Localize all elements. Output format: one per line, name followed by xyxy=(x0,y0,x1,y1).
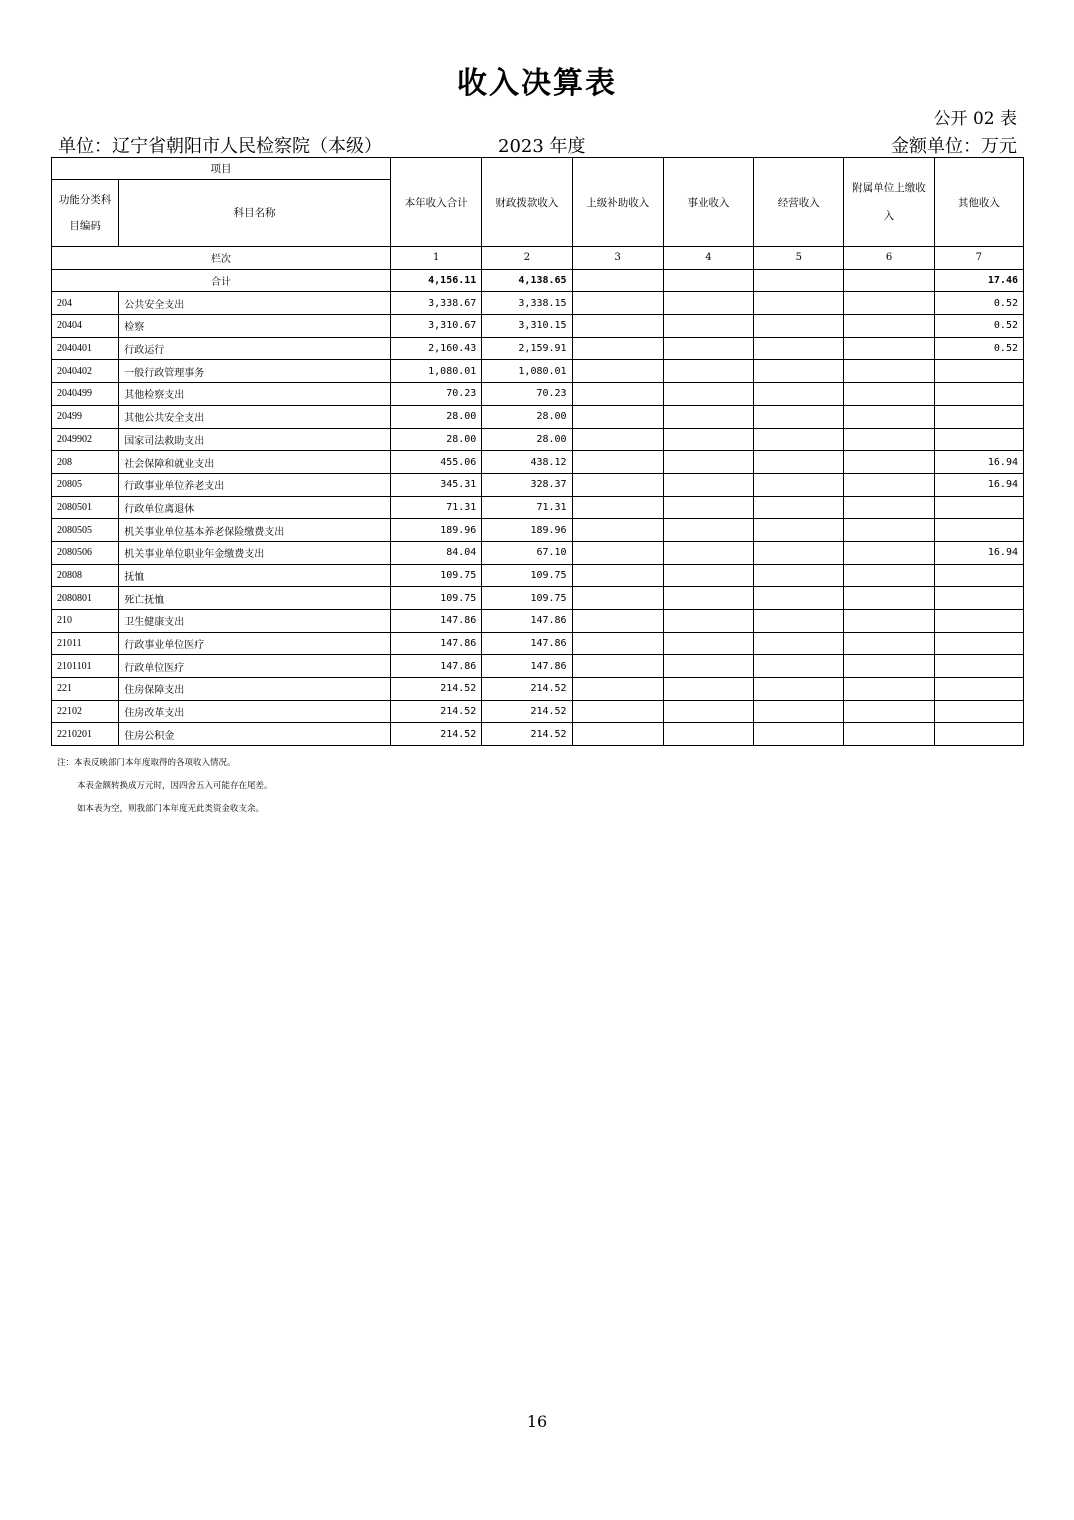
total-superior xyxy=(572,269,663,292)
row-superior xyxy=(572,383,663,406)
row-other xyxy=(934,519,1023,542)
table-row xyxy=(52,700,1024,723)
row-other xyxy=(934,564,1023,587)
row-affiliated xyxy=(844,496,934,519)
row-total: 71.31 xyxy=(391,496,482,519)
row-business xyxy=(663,541,753,564)
col-index: 5 xyxy=(754,247,844,270)
row-affiliated xyxy=(844,632,934,655)
row-code: 2049902 xyxy=(52,428,119,451)
row-subject-name: 行政运行 xyxy=(119,337,391,360)
row-fiscal: 28.00 xyxy=(482,405,572,428)
row-other xyxy=(934,405,1023,428)
row-business xyxy=(663,678,753,701)
total-label: 合计 xyxy=(52,269,391,292)
row-operating xyxy=(754,655,844,678)
row-business xyxy=(663,383,753,406)
row-other xyxy=(934,610,1023,633)
row-fiscal: 70.23 xyxy=(482,383,572,406)
table-row xyxy=(52,360,1024,383)
header-col-fiscal: 财政拨款收入 xyxy=(482,158,572,247)
col-index: 3 xyxy=(572,247,663,270)
row-affiliated xyxy=(844,405,934,428)
row-superior xyxy=(572,541,663,564)
table-row xyxy=(52,383,1024,406)
header-subject-name: 科目名称 xyxy=(119,180,391,247)
row-subject-name: 行政事业单位养老支出 xyxy=(119,473,391,496)
row-subject-name: 其他公共安全支出 xyxy=(119,405,391,428)
row-operating xyxy=(754,292,844,315)
row-fiscal: 1,080.01 xyxy=(482,360,572,383)
row-affiliated xyxy=(844,587,934,610)
table-row xyxy=(52,315,1024,338)
row-code: 20808 xyxy=(52,564,119,587)
row-fiscal: 3,338.15 xyxy=(482,292,572,315)
row-other: 0.52 xyxy=(934,337,1023,360)
row-code: 2080801 xyxy=(52,587,119,610)
row-total: 109.75 xyxy=(391,587,482,610)
row-subject-name: 公共安全支出 xyxy=(119,292,391,315)
row-total: 214.52 xyxy=(391,678,482,701)
row-affiliated xyxy=(844,428,934,451)
row-subject-name: 住房公积金 xyxy=(119,723,391,746)
row-code: 2080501 xyxy=(52,496,119,519)
row-total: 3,338.67 xyxy=(391,292,482,315)
row-superior xyxy=(572,723,663,746)
row-total: 28.00 xyxy=(391,428,482,451)
table-row xyxy=(52,723,1024,746)
row-code: 2040499 xyxy=(52,383,119,406)
row-total: 109.75 xyxy=(391,564,482,587)
row-total: 84.04 xyxy=(391,541,482,564)
table-row xyxy=(52,519,1024,542)
row-superior xyxy=(572,610,663,633)
row-code: 22102 xyxy=(52,700,119,723)
row-code: 20404 xyxy=(52,315,119,338)
document-code: 公开 02 表 xyxy=(933,109,1017,129)
income-table xyxy=(51,157,1024,746)
row-superior xyxy=(572,473,663,496)
row-fiscal: 328.37 xyxy=(482,473,572,496)
row-superior xyxy=(572,655,663,678)
row-affiliated xyxy=(844,723,934,746)
row-operating xyxy=(754,428,844,451)
row-code: 21011 xyxy=(52,632,119,655)
row-code: 20499 xyxy=(52,405,119,428)
row-affiliated xyxy=(844,315,934,338)
page-number: 16 xyxy=(526,1412,548,1431)
col-index: 2 xyxy=(482,247,572,270)
row-business xyxy=(663,292,753,315)
total-operating xyxy=(754,269,844,292)
row-operating xyxy=(754,315,844,338)
row-subject-name: 国家司法救助支出 xyxy=(119,428,391,451)
note-line: 本表金额转换成万元时，因四舍五入可能存在尾差。 xyxy=(77,781,273,791)
row-fiscal: 28.00 xyxy=(482,428,572,451)
row-code: 208 xyxy=(52,451,119,474)
row-operating xyxy=(754,723,844,746)
total-business xyxy=(663,269,753,292)
row-subject-name: 机关事业单位基本养老保险缴费支出 xyxy=(119,519,391,542)
row-code: 2040401 xyxy=(52,337,119,360)
notes xyxy=(57,752,273,821)
row-other xyxy=(934,678,1023,701)
total-other: 17.46 xyxy=(934,269,1023,292)
col-index: 4 xyxy=(663,247,753,270)
row-fiscal: 438.12 xyxy=(482,451,572,474)
row-other: 16.94 xyxy=(934,473,1023,496)
row-subject-name: 机关事业单位职业年金缴费支出 xyxy=(119,541,391,564)
row-operating xyxy=(754,678,844,701)
row-operating xyxy=(754,541,844,564)
row-operating xyxy=(754,337,844,360)
header-col-operating: 经营收入 xyxy=(754,158,844,247)
row-code: 20805 xyxy=(52,473,119,496)
row-affiliated xyxy=(844,655,934,678)
row-superior xyxy=(572,405,663,428)
row-other: 0.52 xyxy=(934,315,1023,338)
row-fiscal: 109.75 xyxy=(482,564,572,587)
row-fiscal: 214.52 xyxy=(482,723,572,746)
total-fiscal: 4,138.65 xyxy=(482,269,572,292)
table-row xyxy=(52,337,1024,360)
row-code: 2080505 xyxy=(52,519,119,542)
row-affiliated xyxy=(844,564,934,587)
table-row xyxy=(52,587,1024,610)
row-operating xyxy=(754,632,844,655)
row-affiliated xyxy=(844,360,934,383)
row-other: 0.52 xyxy=(934,292,1023,315)
row-subject-name: 检察 xyxy=(119,315,391,338)
row-superior xyxy=(572,428,663,451)
row-fiscal: 214.52 xyxy=(482,700,572,723)
row-subject-name: 住房改革支出 xyxy=(119,700,391,723)
table-row xyxy=(52,632,1024,655)
row-code: 2080506 xyxy=(52,541,119,564)
col-index: 6 xyxy=(844,247,934,270)
row-total: 214.52 xyxy=(391,700,482,723)
row-business xyxy=(663,473,753,496)
row-index-label: 栏次 xyxy=(52,247,391,270)
row-total: 189.96 xyxy=(391,519,482,542)
row-subject-name: 行政事业单位医疗 xyxy=(119,632,391,655)
row-operating xyxy=(754,700,844,723)
row-affiliated xyxy=(844,610,934,633)
row-operating xyxy=(754,564,844,587)
row-code: 2101101 xyxy=(52,655,119,678)
table-row xyxy=(52,496,1024,519)
row-other xyxy=(934,428,1023,451)
row-fiscal: 3,310.15 xyxy=(482,315,572,338)
row-business xyxy=(663,360,753,383)
row-superior xyxy=(572,700,663,723)
row-superior xyxy=(572,632,663,655)
row-affiliated xyxy=(844,700,934,723)
total-row xyxy=(52,269,1024,292)
row-total: 345.31 xyxy=(391,473,482,496)
row-superior xyxy=(572,451,663,474)
row-superior xyxy=(572,587,663,610)
row-operating xyxy=(754,519,844,542)
row-operating xyxy=(754,383,844,406)
row-fiscal: 214.52 xyxy=(482,678,572,701)
row-operating xyxy=(754,405,844,428)
table-row xyxy=(52,451,1024,474)
row-total: 70.23 xyxy=(391,383,482,406)
header-row-1 xyxy=(52,158,1024,180)
row-code: 2040402 xyxy=(52,360,119,383)
header-col-business: 事业收入 xyxy=(663,158,753,247)
header-col-other: 其他收入 xyxy=(934,158,1023,247)
col-index: 7 xyxy=(934,247,1023,270)
row-total: 147.86 xyxy=(391,610,482,633)
row-business xyxy=(663,428,753,451)
row-other xyxy=(934,632,1023,655)
row-total: 455.06 xyxy=(391,451,482,474)
table-row xyxy=(52,610,1024,633)
row-operating xyxy=(754,610,844,633)
row-fiscal: 2,159.91 xyxy=(482,337,572,360)
header-func-code: 功能分类科目编码 xyxy=(52,180,119,247)
column-index-row xyxy=(52,247,1024,270)
row-subject-name: 抚恤 xyxy=(119,564,391,587)
table-row xyxy=(52,405,1024,428)
row-affiliated xyxy=(844,541,934,564)
row-business xyxy=(663,564,753,587)
row-superior xyxy=(572,564,663,587)
col-index: 1 xyxy=(391,247,482,270)
row-superior xyxy=(572,315,663,338)
row-other xyxy=(934,360,1023,383)
row-code: 210 xyxy=(52,610,119,633)
row-total: 147.86 xyxy=(391,632,482,655)
table-row xyxy=(52,428,1024,451)
row-total: 28.00 xyxy=(391,405,482,428)
row-fiscal: 189.96 xyxy=(482,519,572,542)
note-line: 注：本表反映部门本年度取得的各项收入情况。 xyxy=(57,758,236,768)
row-business xyxy=(663,519,753,542)
year-label: 2023 年度 xyxy=(498,136,586,157)
row-code: 204 xyxy=(52,292,119,315)
row-business xyxy=(663,405,753,428)
table-row xyxy=(52,292,1024,315)
page-title: 收入决算表 xyxy=(457,66,617,101)
row-other xyxy=(934,655,1023,678)
row-subject-name: 住房保障支出 xyxy=(119,678,391,701)
unit-label: 单位：辽宁省朝阳市人民检察院（本级） xyxy=(58,136,382,157)
row-subject-name: 行政单位离退休 xyxy=(119,496,391,519)
row-affiliated xyxy=(844,473,934,496)
row-business xyxy=(663,700,753,723)
row-subject-name: 其他检察支出 xyxy=(119,383,391,406)
row-other xyxy=(934,383,1023,406)
header-col-affiliated: 附属单位上缴收入 xyxy=(844,158,934,247)
row-total: 2,160.43 xyxy=(391,337,482,360)
row-subject-name: 社会保障和就业支出 xyxy=(119,451,391,474)
row-superior xyxy=(572,292,663,315)
row-superior xyxy=(572,496,663,519)
row-total: 147.86 xyxy=(391,655,482,678)
row-operating xyxy=(754,473,844,496)
row-business xyxy=(663,632,753,655)
row-operating xyxy=(754,360,844,383)
amount-unit-label: 金额单位：万元 xyxy=(891,136,1017,157)
row-affiliated xyxy=(844,292,934,315)
row-business xyxy=(663,723,753,746)
table-row xyxy=(52,655,1024,678)
row-superior xyxy=(572,519,663,542)
row-other xyxy=(934,700,1023,723)
row-other: 16.94 xyxy=(934,541,1023,564)
header-col-total: 本年收入合计 xyxy=(391,158,482,247)
row-business xyxy=(663,610,753,633)
row-total: 1,080.01 xyxy=(391,360,482,383)
table-row xyxy=(52,541,1024,564)
row-operating xyxy=(754,587,844,610)
row-affiliated xyxy=(844,337,934,360)
row-other: 16.94 xyxy=(934,451,1023,474)
row-other xyxy=(934,723,1023,746)
table-row xyxy=(52,564,1024,587)
row-business xyxy=(663,655,753,678)
row-business xyxy=(663,587,753,610)
total-affiliated xyxy=(844,269,934,292)
row-affiliated xyxy=(844,519,934,542)
row-superior xyxy=(572,337,663,360)
note-line: 如本表为空，则我部门本年度无此类资金收支余。 xyxy=(77,804,265,814)
total-amount: 4,156.11 xyxy=(391,269,482,292)
row-fiscal: 71.31 xyxy=(482,496,572,519)
row-business xyxy=(663,315,753,338)
row-subject-name: 行政单位医疗 xyxy=(119,655,391,678)
row-code: 2210201 xyxy=(52,723,119,746)
row-fiscal: 147.86 xyxy=(482,655,572,678)
row-fiscal: 147.86 xyxy=(482,610,572,633)
table-row xyxy=(52,473,1024,496)
row-fiscal: 67.10 xyxy=(482,541,572,564)
meta-row xyxy=(58,132,1017,156)
row-other xyxy=(934,587,1023,610)
row-affiliated xyxy=(844,451,934,474)
table-body xyxy=(52,269,1024,745)
header-project: 项目 xyxy=(52,158,391,180)
row-business xyxy=(663,337,753,360)
row-fiscal: 147.86 xyxy=(482,632,572,655)
row-total: 214.52 xyxy=(391,723,482,746)
table-row xyxy=(52,678,1024,701)
row-other xyxy=(934,496,1023,519)
row-operating xyxy=(754,496,844,519)
header-col-superior: 上级补助收入 xyxy=(572,158,663,247)
row-subject-name: 卫生健康支出 xyxy=(119,610,391,633)
row-superior xyxy=(572,678,663,701)
row-subject-name: 死亡抚恤 xyxy=(119,587,391,610)
row-affiliated xyxy=(844,383,934,406)
row-affiliated xyxy=(844,678,934,701)
row-business xyxy=(663,496,753,519)
row-total: 3,310.67 xyxy=(391,315,482,338)
row-fiscal: 109.75 xyxy=(482,587,572,610)
row-code: 221 xyxy=(52,678,119,701)
row-business xyxy=(663,451,753,474)
row-subject-name: 一般行政管理事务 xyxy=(119,360,391,383)
row-operating xyxy=(754,451,844,474)
row-superior xyxy=(572,360,663,383)
